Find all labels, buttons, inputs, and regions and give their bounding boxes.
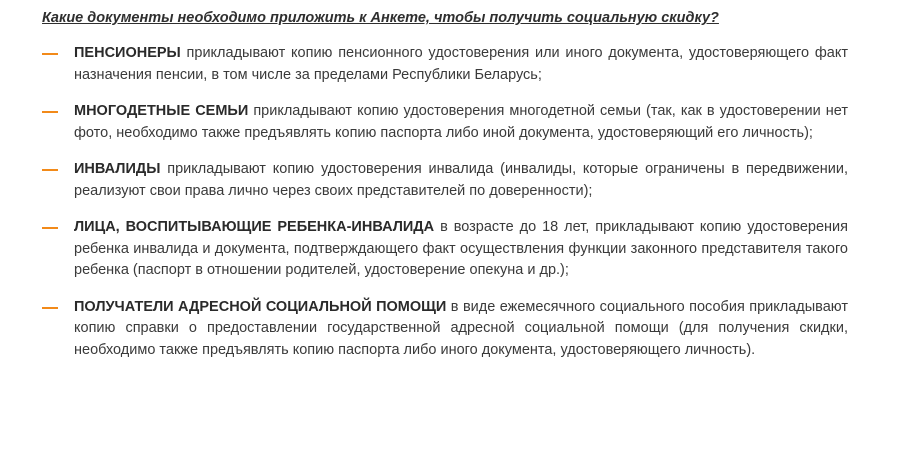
- category-label: ПОЛУЧАТЕЛИ АДРЕСНОЙ СОЦИАЛЬНОЙ ПОМОЩИ: [74, 298, 447, 315]
- list-item: [0, 159, 924, 202]
- dash-bullet: [42, 227, 58, 229]
- category-label: ЛИЦА, ВОСПИТЫВАЮЩИЕ РЕБЕНКА-ИНВАЛИДА: [74, 219, 435, 235]
- list-item-text: [74, 297, 848, 362]
- category-description: в возрасте до 18 лет, прикладывают копию удостоверения ребенка инвалида и документа, подтверждающего факт осуществления функции законного представителя такого ребенка (паспорт в отношении родителей, удостоверение опекуна и др.);: [74, 219, 849, 278]
- list-item: [0, 43, 924, 86]
- list-item-text: [74, 217, 848, 282]
- list-item: [0, 217, 924, 282]
- dash-bullet: [42, 307, 58, 309]
- dash-bullet: [42, 53, 58, 55]
- question-heading: Какие документы необходимо приложить к Анкете, чтобы получить социальную скидку?: [42, 10, 719, 26]
- document-requirements-list: [0, 43, 924, 376]
- list-item: [0, 297, 924, 362]
- category-label: ИНВАЛИДЫ: [74, 161, 161, 177]
- list-item: [0, 101, 924, 144]
- category-description: прикладывают копию удостоверения многодетной семьи (так, как в удостоверении нет фото, необходимо также предъявлять копию паспорта либо иной документа, удостоверяющий его личность);: [74, 103, 848, 141]
- list-item-text: [74, 43, 848, 86]
- list-item-text: [74, 159, 848, 202]
- dash-bullet: [42, 111, 58, 113]
- category-description: прикладывают копию пенсионного удостоверения или иного документа, удостоверяющего факт назначения пенсии, в том числе за пределами Республики Беларусь;: [74, 45, 848, 83]
- category-description: прикладывают копию удостоверения инвалида (инвалиды, которые ограничены в передвижении, реализуют свои права лично через своих представителей по доверенности);: [74, 161, 848, 199]
- list-item-text: [74, 101, 848, 144]
- category-label: МНОГОДЕТНЫЕ СЕМЬИ: [74, 103, 249, 119]
- category-label: ПЕНСИОНЕРЫ: [74, 45, 181, 61]
- category-description: в виде ежемесячного социального пособия прикладывают копию справки о предоставлении государственной адресной социальной помощи (для получения скидки, необходимо также предъявлять копию паспорта либо иного документа, удостоверяющего личность).: [74, 298, 848, 358]
- dash-bullet: [42, 169, 58, 171]
